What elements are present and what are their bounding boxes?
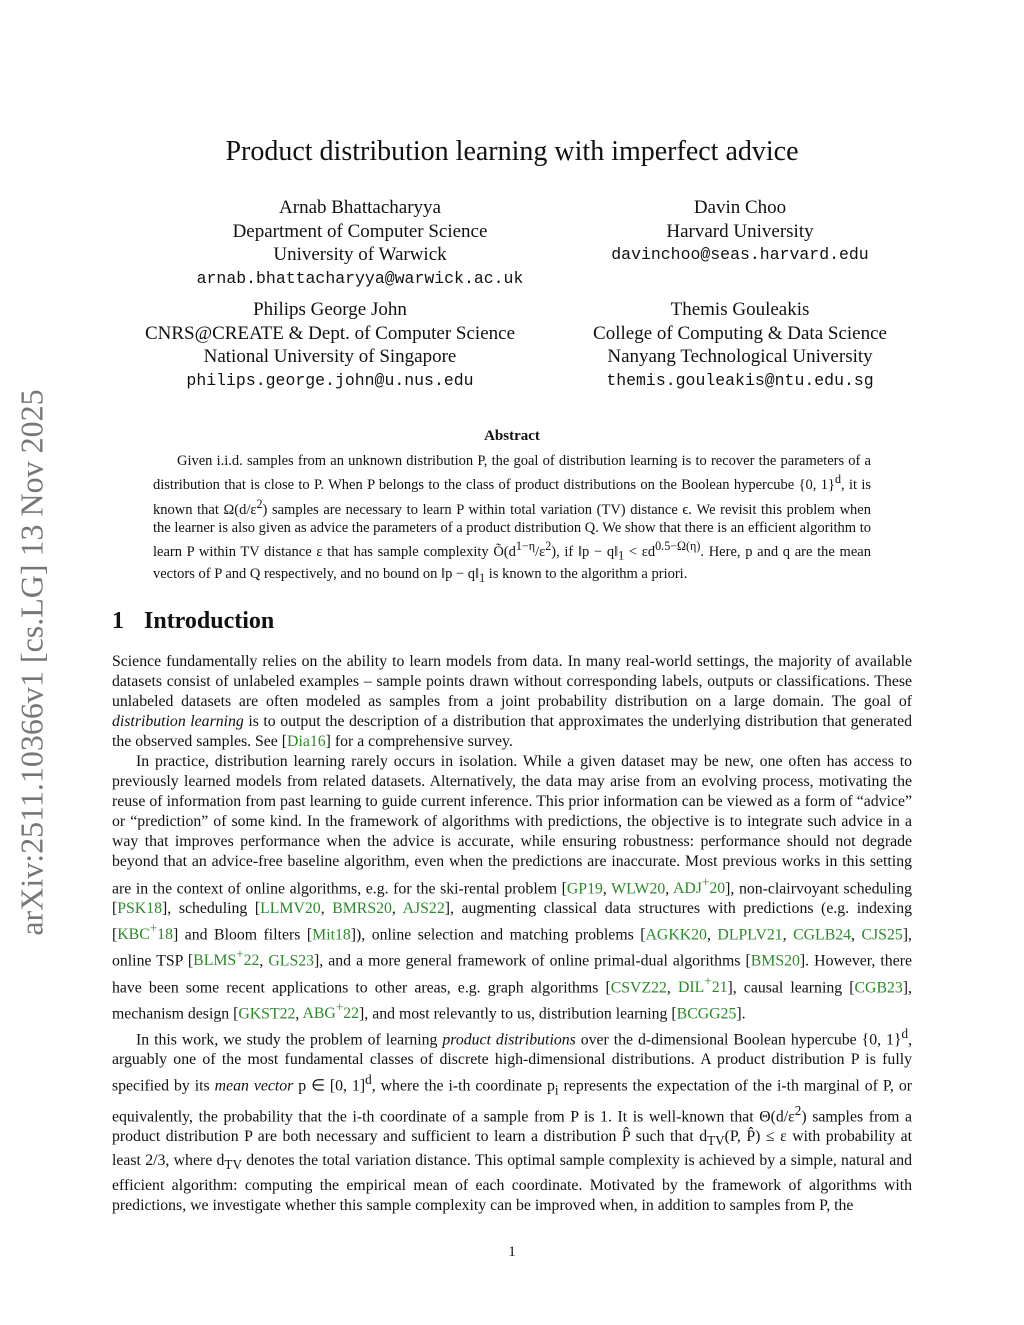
author-block <box>100 298 560 392</box>
abstract-heading: Abstract <box>484 428 540 444</box>
citation-link[interactable]: Mit18 <box>312 926 351 944</box>
author-email[interactable]: arnab.bhattacharyya@warwick.ac.uk <box>196 268 524 288</box>
citation-link[interactable]: CSVZ22 <box>610 978 667 996</box>
section-heading <box>112 608 274 635</box>
author-email[interactable]: davinchoo@seas.harvard.edu <box>611 245 869 264</box>
author-department: Department of Computer Science <box>232 220 488 242</box>
citation-link[interactable]: LLMV20 <box>260 899 321 917</box>
citation-link[interactable]: DIL+21 <box>677 973 728 996</box>
author-institution: Nanyang Technological University <box>607 346 873 367</box>
paragraph: In practice, distribution learning rarely occurs in isolation. While a given dataset may be new, one often has access to previously learned models from related datasets. Alternatively, the data may arise from an evolving process, motivating the reuse of information from past learning to guide current inference. This prior information can be viewed as a form of “advice” or “prediction” of some kind. In the framework of algorithms with predictions, the objective is to integrate such advice in a way that improves performance when the advice is accurate, while ensuring robustness: performance should not degrade beyond that an advice-free baseline algorithm, even when the predictions are inaccurate. Most previous works in this setting are in the context of online algorithms, e.g. for the ski-rental problem [GP19, WLW20, ADJ+20], non-clairvoyant scheduling [PSK18], scheduling [LLMV20, BMRS20, AJS22], augmenting classical data structures with predictions (e.g. indexing [KBC+18] and Bloom filters [Mit18]), online selection and matching problems [AGKK20, DLPLV21, CGLB24, CJS25], online TSP [BLMS+22, GLS23], and a more general framework of online primal-dual algorithms [BMS20]. However, there have been some recent applications to other areas, e.g. graph algorithms [CSVZ22, DIL+21], causal learning [CGB23], mechanism design [GKST22, ABG+22], and most relevantly to us, distribution learning [BCGG25]. <box>112 753 912 1023</box>
citation-link[interactable]: Dia16 <box>287 733 326 751</box>
author-name: Arnab Bhattacharyya <box>279 197 441 218</box>
author-email[interactable]: philips.george.john@u.nus.edu <box>186 370 474 390</box>
author-name: Davin Choo <box>693 197 787 218</box>
citation-link[interactable]: PSK18 <box>117 899 163 917</box>
paragraph: Science fundamentally relies on the ability to learn models from data. In many real-world settings, the majority of available datasets consist of unlabeled examples – sample points drawn without corresponding labels, outputs or classifications. These unlabeled datasets are often modeled as samples from a joint probability distribution on a large domain. The goal of distribution learning is to output the description of a distribution that approximates the underlying distribution that generated the observed samples. See [Dia16] for a comprehensive survey. <box>112 653 913 751</box>
citation-link[interactable]: WLW20 <box>611 879 666 897</box>
citation-link[interactable]: AGKK20 <box>645 926 707 944</box>
citation-link[interactable]: GLS23 <box>268 952 315 970</box>
citation-link[interactable]: BMS20 <box>750 952 800 970</box>
author-department: CNRS@CREATE & Dept. of Computer Science <box>144 322 516 344</box>
citation-link[interactable]: BMRS20 <box>332 899 392 917</box>
citation-link[interactable]: BCGG25 <box>676 1005 737 1023</box>
paper-title: Product distribution learning with imperfect advice <box>225 136 799 167</box>
citation-link[interactable]: GKST22 <box>238 1005 296 1023</box>
page-number: 1 <box>508 1244 516 1260</box>
author-block <box>150 196 570 290</box>
author-institution: University of Warwick <box>273 244 447 265</box>
citation-link[interactable]: AJS22 <box>402 899 445 917</box>
author-name: Philips George John <box>253 299 407 320</box>
citation-link[interactable]: KBC+18 <box>117 920 173 944</box>
author-department: College of Computing & Data Science <box>593 322 887 344</box>
arxiv-sidebar <box>10 370 54 955</box>
author-email[interactable]: themis.gouleakis@ntu.edu.sg <box>606 370 874 390</box>
citation-link[interactable]: CGB23 <box>854 978 903 996</box>
citation-link[interactable]: ABG+22 <box>302 999 360 1023</box>
section-number: 1 <box>112 608 124 634</box>
author-institution: National University of Singapore <box>203 346 457 367</box>
arxiv-identifier: arXiv:2511.10366v1 [cs.LG] 13 Nov 2025 <box>13 389 50 936</box>
citation-link[interactable]: BLMS+22 <box>193 947 260 970</box>
paragraph: In this work, we study the problem of learning product distributions over the d-dimensional Boolean hypercube {0, 1}$^d$, arguably one of the most fundamental classes of discrete high-dimensional distributions. A product distribution P is fully specified by its mean vector p ∈ [0, 1]$^d$, where the i-th coordinate $p_i$ represents the expectation of the i-th marginal of P, or equivalently, the probability that the i-th coordinate of a sample from P is 1. It is well-known that $\Theta(d/\varepsilon^2)$ samples from a product distribution P are both necessary and sufficient to learn a distribution P̂ such that $d_{TV}(P$, P̂) ≤ ε with probability at least 2/3, where $d_{TV}$ denotes the total variation distance. This optimal sample complexity is achieved by a simple, natural and efficient algorithm: computing the empirical mean of each coordinate. Motivated by the framework of algorithms with predictions, we investigate whether this sample complexity can be improved when, in addition to samples from P, the <box>112 1026 913 1214</box>
author-institution: Harvard University <box>666 220 814 242</box>
citation-link[interactable]: DLPLV21 <box>717 926 783 944</box>
abstract-body: Given i.i.d. samples from an unknown distribution P, the goal of distribution learning is to recover the parameters of a distribution that is close to P. When P belongs to the class of product distributions on the Boolean hypercube {0, 1}$^d$, it is known that $\Omega(d/\varepsilon^2)$ samples are necessary to learn P within total variation (TV) distance ϵ. We revisit this problem when the learner is also given as advice the parameters of a product distribution Q. We show that there is an efficient algorithm to learn P within TV distance ε that has sample complexity $Õ(d^{1-\eta}/\varepsilon^2)$, if ‖p − $q‖_1 < \varepsilon d^{0.5-\Omega(\eta)}$. Here, p and q are the mean vectors of P and Q respectively, and no bound on ‖p − $q‖_1$ is known to the algorithm a priori. <box>153 453 872 586</box>
author-name: Themis Gouleakis <box>670 299 810 320</box>
citation-link[interactable]: ADJ+20 <box>672 874 726 897</box>
body-text <box>112 652 912 1216</box>
citation-link[interactable]: CGLB24 <box>793 926 852 944</box>
author-block <box>560 298 920 392</box>
citation-link[interactable]: GP19 <box>566 879 603 897</box>
author-block <box>560 196 920 267</box>
section-title: Introduction <box>144 608 275 634</box>
citation-link[interactable]: CJS25 <box>861 926 903 944</box>
